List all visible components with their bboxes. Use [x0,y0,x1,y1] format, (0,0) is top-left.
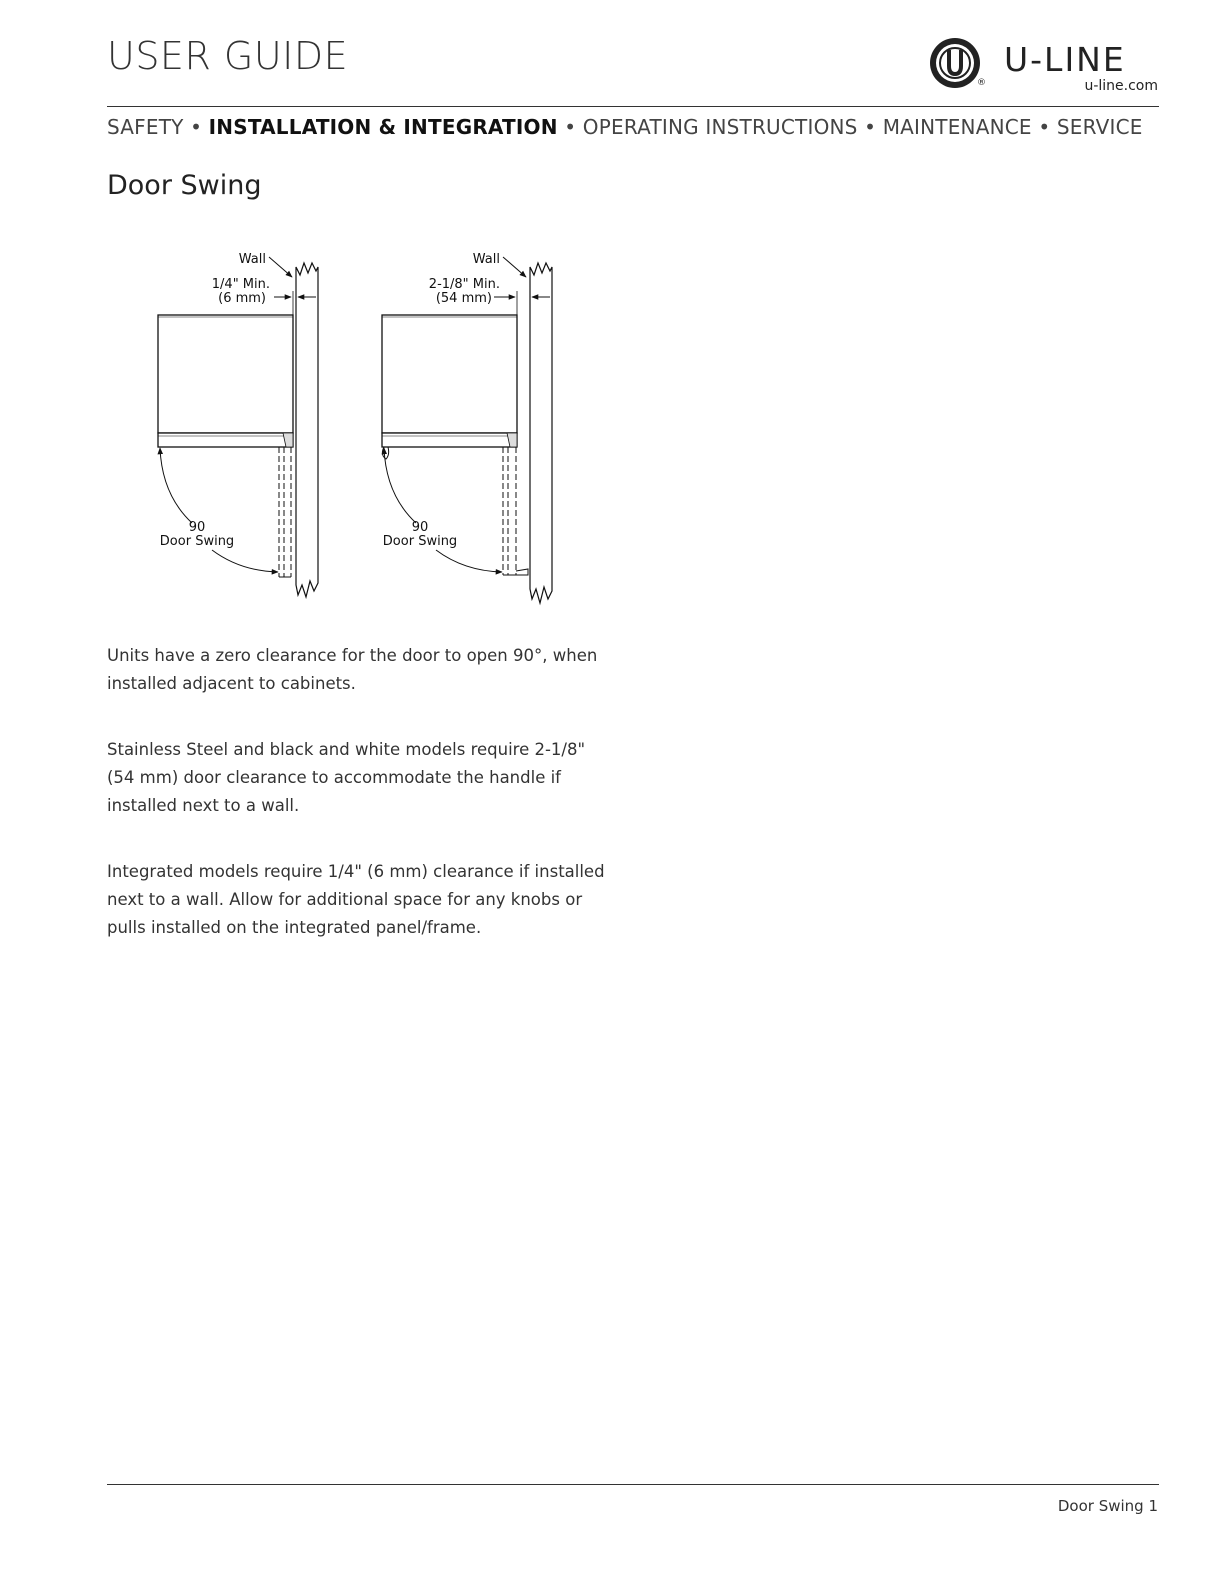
swing-label-right: Door Swing [382,534,458,549]
wall-label-left: Wall [238,252,266,267]
unit-left [158,315,293,433]
nav-separator: • [864,115,877,139]
clearance-label-right-1: 2-1/8" Min. [428,277,500,292]
paragraph-stainless-clearance: Stainless Steel and black and white models require 2-1/8" (54 mm) door clearance to accommodate the handle if installed next to a wall. [107,740,586,815]
paragraph-zero-clearance: Units have a zero clearance for the door to open 90°, when installed adjacent to cabinets. [107,646,598,693]
wall-label-right: Wall [472,252,500,267]
swing-label-left: Door Swing [159,534,235,549]
section-nav [107,115,1159,139]
diagram-right [382,252,552,603]
nav-item-service: SERVICE [1056,115,1143,139]
door-right [382,433,517,447]
header-divider [107,106,1159,107]
document-title: USER GUIDE [107,34,349,78]
footer-divider [107,1484,1159,1485]
brand-name: U-LINE [1004,40,1126,79]
nav-item-maintenance: MAINTENANCE [882,115,1032,139]
angle-label-right: 90 [411,520,429,535]
clearance-label-right-2: (54 mm) [435,291,492,306]
angle-label-left: 90 [188,520,206,535]
registered-mark: ® [977,78,986,88]
nav-separator: • [1038,115,1051,139]
door-swing-diagram [150,245,570,615]
page-footer: Door Swing 1 [1057,1497,1158,1515]
nav-item-safety: SAFETY [107,115,184,139]
brand-logo [928,36,1160,96]
nav-separator: • [190,115,203,139]
nav-item-operating: OPERATING INSTRUCTIONS [582,115,858,139]
door-left [158,433,293,447]
clearance-label-left-1: 1/4" Min. [211,277,270,292]
wall-left [296,263,318,597]
clearance-label-left-2: (6 mm) [218,291,266,306]
diagram-left [158,252,318,597]
section-heading: Door Swing [107,170,262,201]
unit-right [382,315,517,433]
nav-separator: • [564,115,577,139]
wall-right [530,263,552,603]
paragraph-integrated-clearance: Integrated models require 1/4" (6 mm) clearance if installed next to a wall. Allow for additional space for any knobs or pulls installed on the integrated panel/frame. [107,862,605,937]
nav-item-installation: INSTALLATION & INTEGRATION [208,115,558,139]
brand-url: u-line.com [1084,78,1158,94]
u-line-logo-icon [928,36,982,90]
